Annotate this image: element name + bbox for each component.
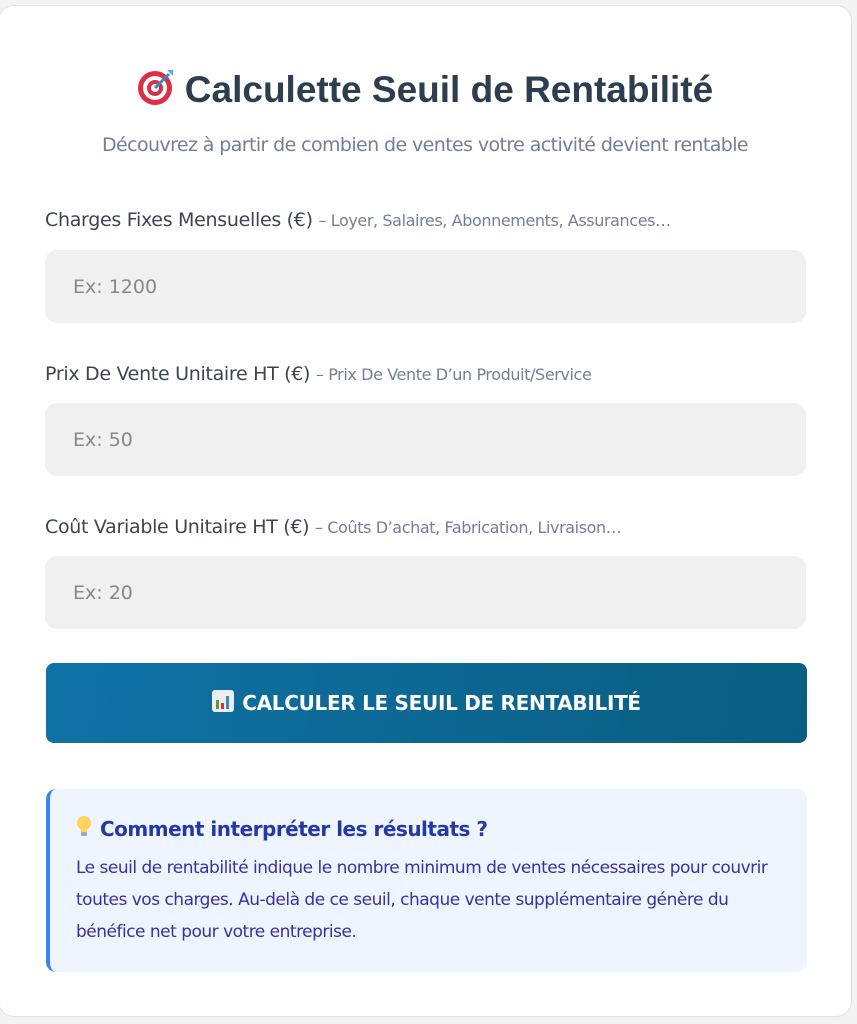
fixed-costs-label [45, 209, 671, 231]
variable-cost-input[interactable] [45, 556, 806, 629]
info-title-text: Comment interpréter les résultats ? [100, 816, 488, 841]
label-hint: – Loyer, Salaires, Abonnements, Assurances… [318, 211, 671, 230]
title-text: Calculette Seuil de Rentabilité [184, 69, 714, 110]
label-text: Charges Fixes Mensuelles (€) [45, 209, 313, 231]
fixed-costs-input[interactable] [45, 250, 806, 323]
calculate-button-label: CALCULER LE SEUIL DE RENTABILITÉ [242, 691, 641, 715]
variable-cost-label [45, 516, 621, 538]
page-title [0, 68, 851, 115]
info-body: Le seuil de rentabilité indique le nombre minimum de ventes nécessaires pour couvrir toutes vos charges. Au-delà de ce seuil, chaque vente supplémentaire génère du bénéfice net pour votre entreprise. [76, 858, 768, 942]
target-icon [137, 68, 175, 115]
label-hint: – Coûts D’achat, Fabrication, Livraison… [315, 518, 622, 537]
lightbulb-icon [76, 815, 92, 842]
unit-price-label [45, 363, 591, 385]
label-hint: – Prix De Vente D’un Produit/Service [315, 365, 592, 384]
label-text: Prix De Vente Unitaire HT (€) [45, 363, 311, 385]
subtitle: Découvrez à partir de combien de ventes votre activité devient rentable [102, 134, 748, 156]
calculate-button[interactable] [46, 663, 807, 743]
bar-chart-icon [212, 690, 234, 717]
info-box [46, 789, 807, 972]
info-title [76, 815, 783, 842]
unit-price-input[interactable] [45, 403, 806, 476]
label-text: Coût Variable Unitaire HT (€) [45, 516, 310, 538]
